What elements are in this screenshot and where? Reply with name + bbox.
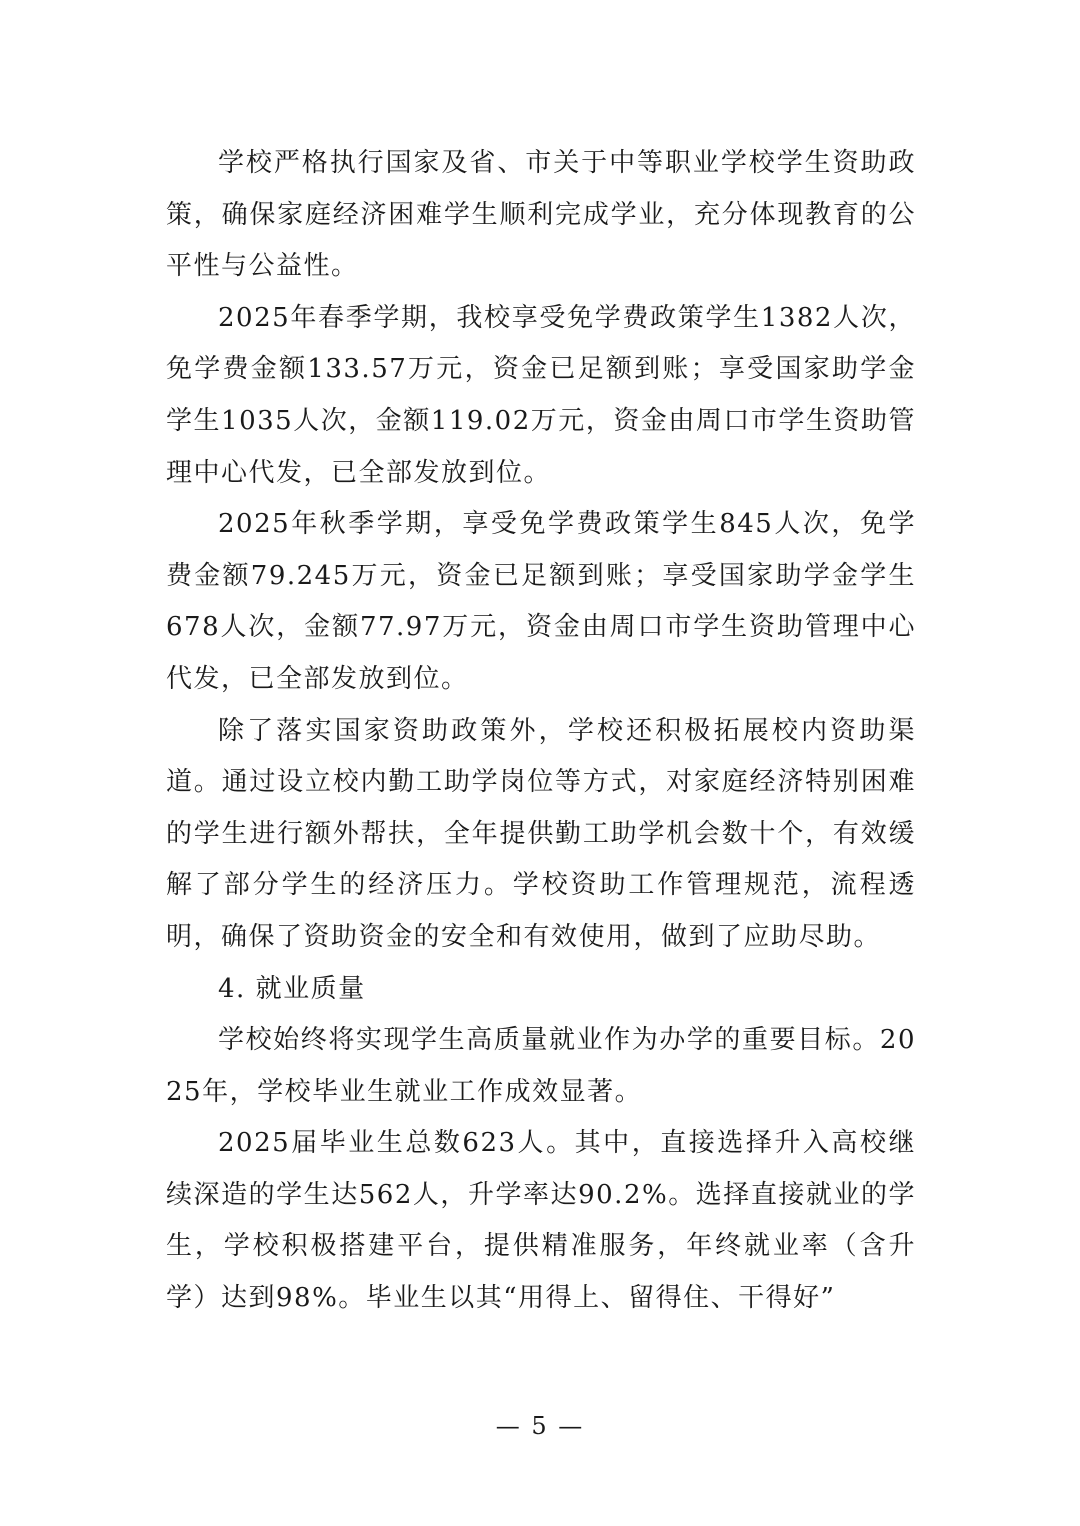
page-number: — 5 — — [495, 1412, 585, 1440]
paragraph-graduates: 2025届毕业生总数623人。其中，直接选择升入高校继续深造的学生达562人，升学率达90.2%。选择直接就业的学生，学校积极搭建平台，提供精准服务，年终就业率（含升学）达到98%。毕业生以其“用得上、留得住、干得好” — [166, 1128, 916, 1314]
section-heading-employment: 4. 就业质量 — [218, 973, 366, 1004]
paragraph-spring-semester: 2025年春季学期，我校享受免学费政策学生1382人次，免学费金额133.57万元，资金已足额到账；享受国家助学金学生1035人次，金额119.02万元，资金由周口市学生资助管理中心代发，已全部发放到位。 — [166, 302, 916, 488]
paragraph-policy: 学校严格执行国家及省、市关于中等职业学校学生资助政策，确保家庭经济困难学生顺利完成学业，充分体现教育的公平性与公益性。 — [166, 148, 916, 282]
paragraph-employment-goal: 学校始终将实现学生高质量就业作为办学的重要目标。2025年，学校毕业生就业工作成效显著。 — [166, 1025, 916, 1107]
paragraph-school-aid: 除了落实国家资助政策外，学校还积极拓展校内资助渠道。通过设立校内勤工助学岗位等方式，对家庭经济特别困难的学生进行额外帮扶，全年提供勤工助学机会数十个，有效缓解了部分学生的经济压力。学校资助工作管理规范，流程透明，确保了资助资金的安全和有效使用，做到了应助尽助。 — [166, 715, 916, 952]
paragraph-autumn-semester: 2025年秋季学期，享受免学费政策学生845人次，免学费金额79.245万元，资金已足额到账；享受国家助学金学生678人次，金额77.97万元，资金由周口市学生资助管理中心代发，已全部发放到位。 — [166, 509, 916, 694]
document-body — [166, 138, 916, 1325]
